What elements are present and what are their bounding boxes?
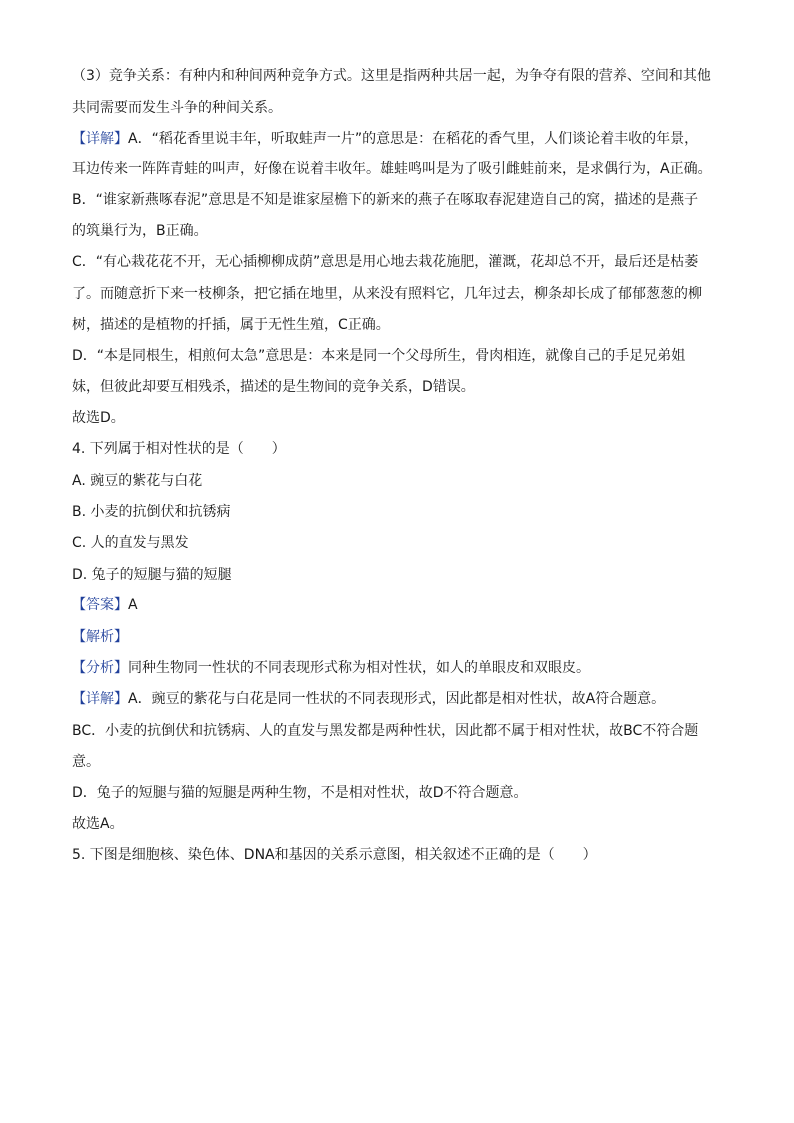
line-text: B. 小麦的抗倒伏和抗锈病 bbox=[72, 504, 231, 520]
line-text: （3）竞争关系：有种内和种间两种竞争方式。这里是指两种共居一起，为争夺有限的营养、空间和其他 bbox=[72, 68, 711, 84]
line-text: 共同需要而发生斗争的种间关系。 bbox=[72, 100, 282, 116]
line-text: 5. 下图是细胞核、染色体、DNA和基因的关系示意图，相关叙述不正确的是（ ） bbox=[72, 847, 597, 863]
line-text: 同种生物同一性状的不同表现形式称为相对性状，如人的单眼皮和双眼皮。 bbox=[128, 660, 590, 676]
line-text: 妹，但彼此却要互相残杀，描述的是生物间的竞争关系，D错误。 bbox=[72, 379, 475, 395]
text-line bbox=[72, 98, 282, 118]
line-tag: 【详解】 bbox=[72, 131, 128, 147]
text-line bbox=[72, 221, 208, 241]
text-line bbox=[72, 783, 528, 803]
option-c bbox=[72, 533, 189, 553]
line-text: 了。而随意折下来一枝柳条，把它插在地里，从来没有照料它，几年过去，柳条却长成了郁郁葱葱的柳 bbox=[72, 286, 702, 302]
line-text: D．兔子的短腿与猫的短腿是两种生物，不是相对性状，故D不符合题意。 bbox=[72, 785, 528, 801]
line-text: BC．小麦的抗倒伏和抗锈病、人的直发与黑发都是两种性状，因此都不属于相对性状，故BC不符合题 bbox=[72, 723, 699, 739]
analysis-heading bbox=[72, 627, 128, 647]
line-tag: 【详解】 bbox=[72, 691, 128, 707]
text-line bbox=[72, 315, 390, 335]
line-text: 故选A。 bbox=[72, 816, 124, 832]
line-text: D．“本是同根生，相煎何太急”意思是：本来是同一个父母所生，骨肉相连，就像自己的手足兄弟姐 bbox=[72, 348, 686, 364]
text-line bbox=[72, 377, 475, 397]
text-line bbox=[72, 689, 665, 709]
line-text: A bbox=[128, 597, 138, 613]
answer-line bbox=[72, 595, 138, 615]
text-line bbox=[72, 159, 712, 179]
line-text: 意。 bbox=[72, 754, 100, 770]
line-text: A．“稻花香里说丰年，听取蛙声一片”的意思是：在稻花的香气里，人们谈论着丰收的年景， bbox=[128, 131, 699, 147]
line-text: A．豌豆的紫花与白花是同一性状的不同表现形式，因此都是相对性状，故A符合题意。 bbox=[128, 691, 666, 707]
line-text: 4. 下列属于相对性状的是（ ） bbox=[72, 441, 286, 457]
question-5-stem bbox=[72, 845, 597, 865]
question-4-stem bbox=[72, 439, 286, 459]
option-b bbox=[72, 502, 231, 522]
line-text: B．“谁家新燕啄春泥”意思是不知是谁家屋檐下的新来的燕子在啄取春泥建造自己的窝，描述的是燕子 bbox=[72, 192, 699, 208]
line-tag: 【分析】 bbox=[72, 660, 128, 676]
text-line bbox=[72, 284, 702, 304]
line-text: 耳边传来一阵阵青蛙的叫声，好像在说着丰收年。雄蛙鸣叫是为了吸引雌蛙前来，是求偶行为，A正确。 bbox=[72, 161, 712, 177]
line-tag: 【答案】 bbox=[72, 597, 128, 613]
text-line bbox=[72, 190, 698, 210]
line-text: 树，描述的是植物的扦插，属于无性生殖，C正确。 bbox=[72, 317, 390, 333]
line-text: C. 人的直发与黑发 bbox=[72, 535, 189, 551]
text-line bbox=[72, 658, 590, 678]
text-line bbox=[72, 408, 125, 428]
line-text: D. 兔子的短腿与猫的短腿 bbox=[72, 567, 232, 583]
text-line bbox=[72, 66, 711, 86]
line-text: 故选D。 bbox=[72, 410, 125, 426]
line-text: C．“有心栽花花不开，无心插柳柳成荫”意思是用心地去栽花施肥，灌溉，花却总不开，最后还是枯萎 bbox=[72, 254, 699, 270]
text-line bbox=[72, 129, 698, 149]
option-d bbox=[72, 565, 232, 585]
text-line bbox=[72, 252, 698, 272]
text-line bbox=[72, 814, 124, 834]
line-tag: 【解析】 bbox=[72, 629, 128, 645]
text-line bbox=[72, 346, 685, 366]
text-line bbox=[72, 752, 100, 772]
line-text: 的筑巢行为，B正确。 bbox=[72, 223, 208, 239]
line-text: A. 豌豆的紫花与白花 bbox=[72, 473, 203, 489]
option-a bbox=[72, 471, 202, 491]
text-line bbox=[72, 721, 698, 741]
